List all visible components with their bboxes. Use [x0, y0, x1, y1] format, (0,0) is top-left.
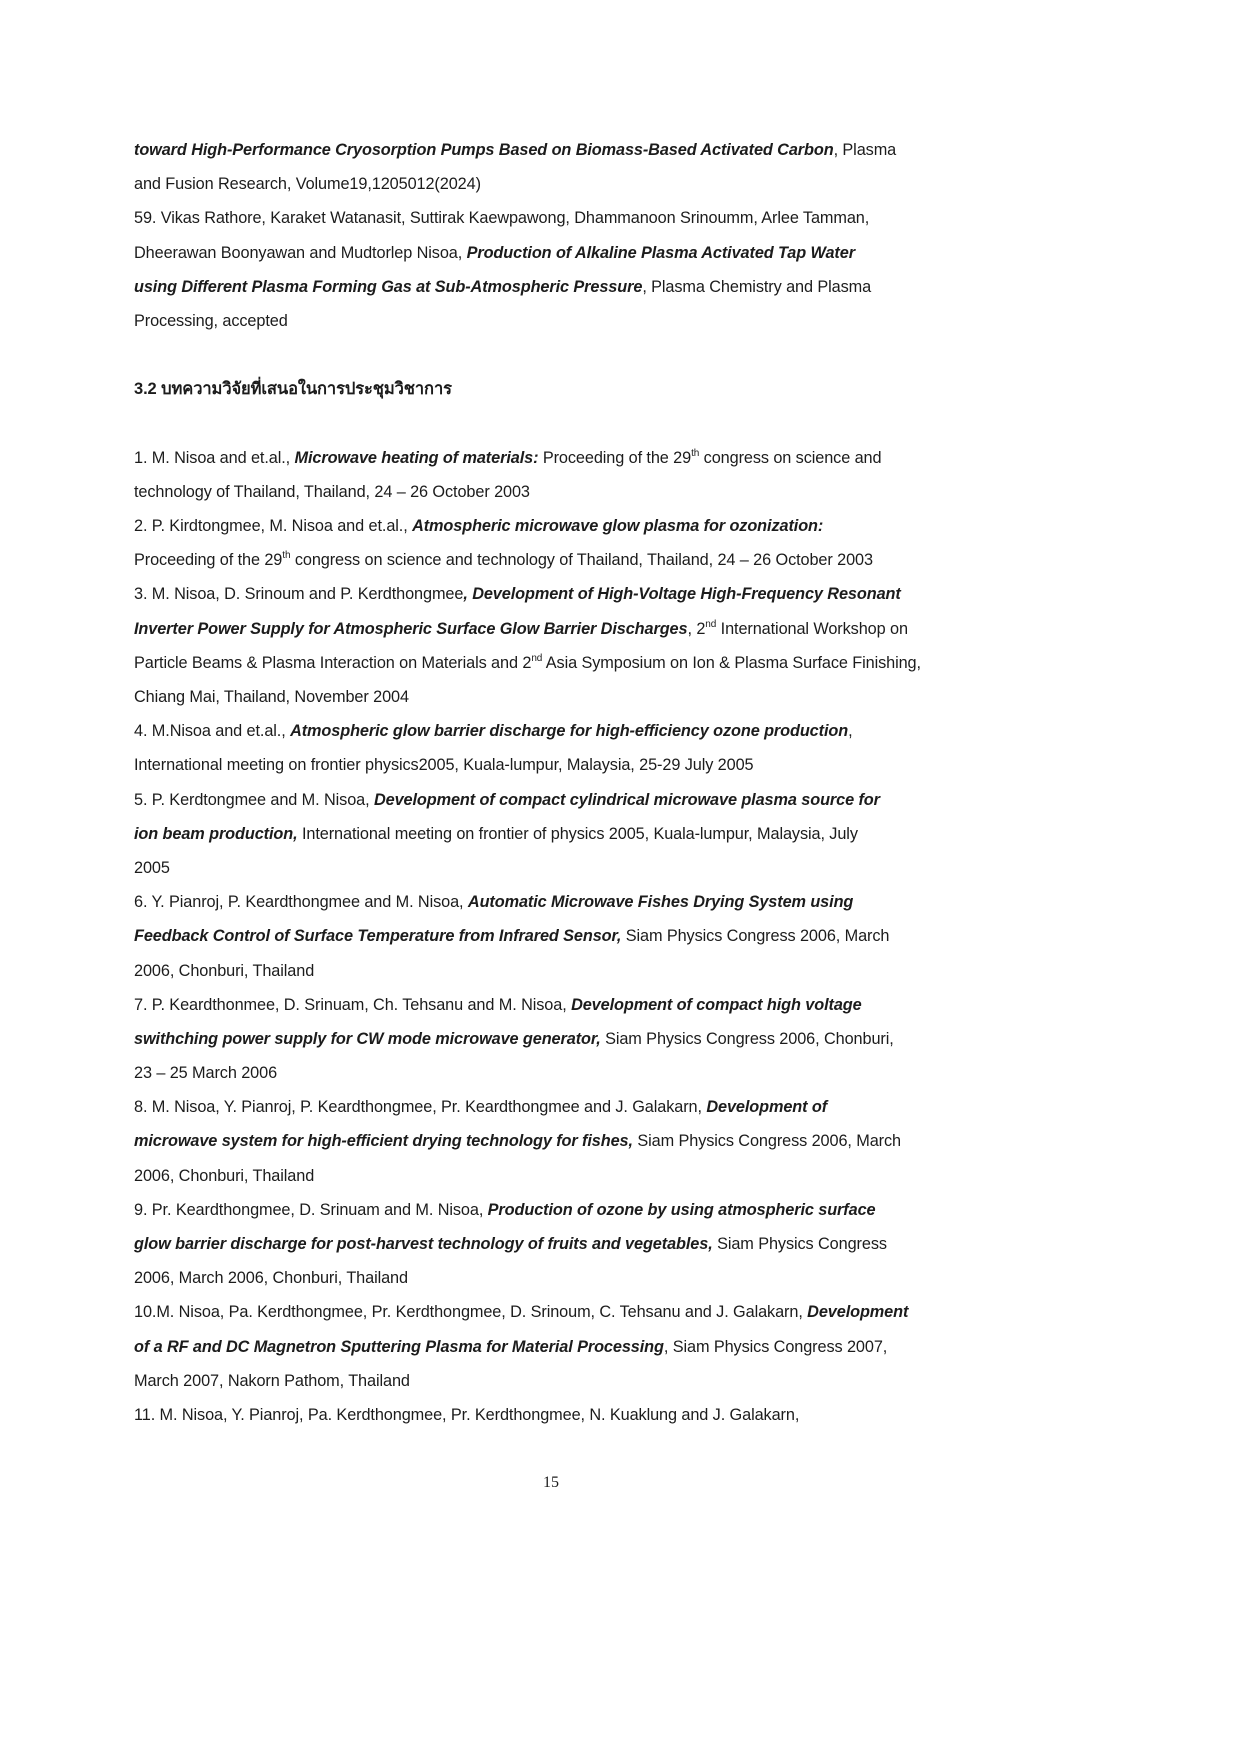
text-line [134, 714, 980, 748]
text-line [134, 475, 980, 509]
text-line [134, 1330, 980, 1364]
paper-title: Automatic Microwave Fishes Drying System using [467, 893, 854, 912]
citation-text: , Plasma Chemistry and Plasma [642, 277, 872, 296]
citation-text: Siam Physics Congress 2006, March [621, 927, 890, 946]
citation-text: congress on science and technology of Thailand, Thailand, 24 – 26 October 2003 [290, 551, 873, 570]
paper-title: Development of compact high voltage [571, 995, 862, 1014]
text-line [134, 988, 980, 1022]
citation-text: 59. Vikas Rathore, Karaket Watanasit, Suttirak Kaewpawong, Dhammanoon Srinoumm, Arlee Tamman, [134, 209, 870, 228]
paper-title: using Different Plasma Forming Gas at Sub-Atmospheric Pressure [134, 277, 643, 296]
paper-title: microwave system for high-efficient drying technology for fishes, [134, 1132, 633, 1151]
text-line [134, 748, 980, 782]
citation-text: Siam Physics Congress 2006, Chonburi, [600, 1029, 894, 1048]
citation-text: , Plasma [833, 141, 897, 159]
citation-text: 6. Y. Pianroj, P. Keardthongmee and M. Nisoa, [134, 893, 468, 912]
text-line [134, 543, 980, 577]
section-heading: 3.2 บทความวิจัยที่เสนอในการประชุมวิชาการ [134, 380, 452, 399]
text-line [134, 612, 980, 646]
ordinal-suffix: nd [531, 652, 543, 664]
citation-text: , [848, 722, 853, 741]
citation-text: 3. M. Nisoa, D. Srinoum and P. Kerdthongmee [134, 585, 464, 604]
citation-text: 2. P. Kirdtongmee, M. Nisoa and et.al., [134, 517, 413, 536]
citation-text: Proceeding of the 29 [538, 448, 692, 467]
citation-text: 4. M.Nisoa and et.al., [134, 722, 291, 741]
text-line [134, 577, 980, 611]
paper-title: swithching power supply for CW mode microwave generator, [134, 1029, 601, 1048]
citation-text: 2006, Chonburi, Thailand [134, 961, 315, 980]
paper-title: Production of ozone by using atmospheric surface [487, 1200, 876, 1219]
paper-title: Microwave heating of materials: [294, 448, 539, 467]
text-line [134, 1056, 980, 1090]
citation-text: Siam Physics Congress 2006, March [632, 1132, 902, 1151]
paper-title: of a RF and DC Magnetron Sputtering Plasma for Material Processing [134, 1337, 664, 1356]
text-line [134, 1227, 980, 1261]
blank-line [134, 338, 980, 372]
text-line [134, 1090, 980, 1124]
paper-title: Development of compact cylindrical microwave plasma source for [373, 790, 880, 809]
citation-text: 5. P. Kerdtongmee and M. Nisoa, [134, 790, 374, 809]
paper-title: Feedback Control of Surface Temperature from Infrared Sensor, [134, 927, 622, 946]
text-line [134, 1159, 980, 1193]
citation-text: Particle Beams & Plasma Interaction on Materials and 2 [134, 653, 532, 672]
ordinal-suffix: nd [705, 618, 717, 630]
citation-text: 8. M. Nisoa, Y. Pianroj, P. Keardthongmee, Pr. Keardthongmee and J. Galakarn, [134, 1098, 707, 1117]
text-line [134, 646, 980, 680]
citation-text: Processing, accepted [134, 311, 288, 330]
citation-text: 11. M. Nisoa, Y. Pianroj, Pa. Kerdthongmee, Pr. Kerdthongmee, N. Kuaklung and J. Galakarn, [134, 1405, 800, 1424]
paper-title: toward High-Performance Cryosorption Pumps Based on Biomass-Based Activated Carbon [134, 141, 834, 159]
citation-text: 2005 [134, 858, 170, 877]
text-line [134, 1295, 980, 1329]
text-line [134, 1124, 980, 1158]
text-line [134, 133, 980, 167]
citation-text: 2006, March 2006, Chonburi, Thailand [134, 1269, 408, 1288]
citation-text: technology of Thailand, Thailand, 24 – 26 October 2003 [134, 482, 530, 501]
citation-text: Asia Symposium on Ion & Plasma Surface Finishing, [542, 653, 921, 672]
citation-text: 23 – 25 March 2006 [134, 1064, 278, 1083]
citation-text: 10.M. Nisoa, Pa. Kerdthongmee, Pr. Kerdthongmee, D. Srinoum, C. Tehsanu and J. Galakarn, [134, 1303, 808, 1322]
citation-text: 2006, Chonburi, Thailand [134, 1166, 315, 1185]
citation-text: Proceeding of the 29 [134, 551, 283, 570]
text-line [134, 1364, 980, 1398]
references-body [134, 133, 980, 1432]
text-line [134, 919, 980, 953]
page-number: 15 [543, 1474, 559, 1491]
text-line [134, 509, 980, 543]
text-line [134, 167, 980, 201]
text-line [134, 304, 980, 338]
text-line [134, 783, 980, 817]
paper-title: Development of [706, 1098, 828, 1117]
text-line [134, 885, 980, 919]
text-line [134, 1398, 980, 1432]
citation-text: , 2 [687, 619, 706, 638]
text-line [134, 1022, 980, 1056]
paper-title: Atmospheric glow barrier discharge for high-efficiency ozone production [290, 722, 849, 741]
citation-text: 1. M. Nisoa and et.al., [134, 448, 295, 467]
ordinal-suffix: th [282, 550, 291, 562]
citation-text: and Fusion Research, Volume19,1205012(2024) [134, 175, 481, 194]
citation-text: 9. Pr. Keardthongmee, D. Srinuam and M. Nisoa, [134, 1200, 488, 1219]
paper-title: Production of Alkaline Plasma Activated Tap Water [466, 243, 855, 262]
citation-text: Chiang Mai, Thailand, November 2004 [134, 688, 409, 706]
citation-text: International meeting on frontier of physics 2005, Kuala-lumpur, Malaysia, July [297, 824, 858, 843]
citation-text: Dheerawan Boonyawan and Mudtorlep Nisoa, [134, 243, 467, 262]
paper-title: Development [807, 1303, 909, 1322]
text-line [134, 201, 980, 235]
paper-title: glow barrier discharge for post-harvest technology of fruits and vegetables, [134, 1235, 713, 1253]
paper-title: , Development of High-Voltage High-Frequency Resonant [463, 585, 901, 604]
blank-line [134, 407, 980, 441]
citation-text: , Siam Physics Congress 2007, [663, 1337, 888, 1356]
paper-title: ion beam production, [134, 824, 298, 843]
paper-title: Inverter Power Supply for Atmospheric Surface Glow Barrier Discharges [134, 619, 688, 638]
text-line [134, 954, 980, 988]
text-line [134, 441, 980, 475]
paper-title: Atmospheric microwave glow plasma for ozonization: [412, 517, 824, 536]
citation-text: March 2007, Nakorn Pathom, Thailand [134, 1371, 410, 1390]
text-line [134, 236, 980, 270]
citation-text: congress on science and [699, 448, 882, 467]
text-line [134, 817, 980, 851]
text-line [134, 1261, 980, 1295]
text-line [134, 680, 980, 714]
text-line [134, 1193, 980, 1227]
citation-text: Siam Physics Congress [712, 1235, 887, 1253]
citation-text: 7. P. Keardthonmee, D. Srinuam, Ch. Tehsanu and M. Nisoa, [134, 995, 572, 1014]
text-line [134, 270, 980, 304]
text-line [134, 851, 980, 885]
citation-text: International meeting on frontier physics2005, Kuala-lumpur, Malaysia, 25-29 July 2005 [134, 756, 754, 775]
ordinal-suffix: th [691, 447, 700, 459]
citation-text: International Workshop on [716, 619, 908, 638]
